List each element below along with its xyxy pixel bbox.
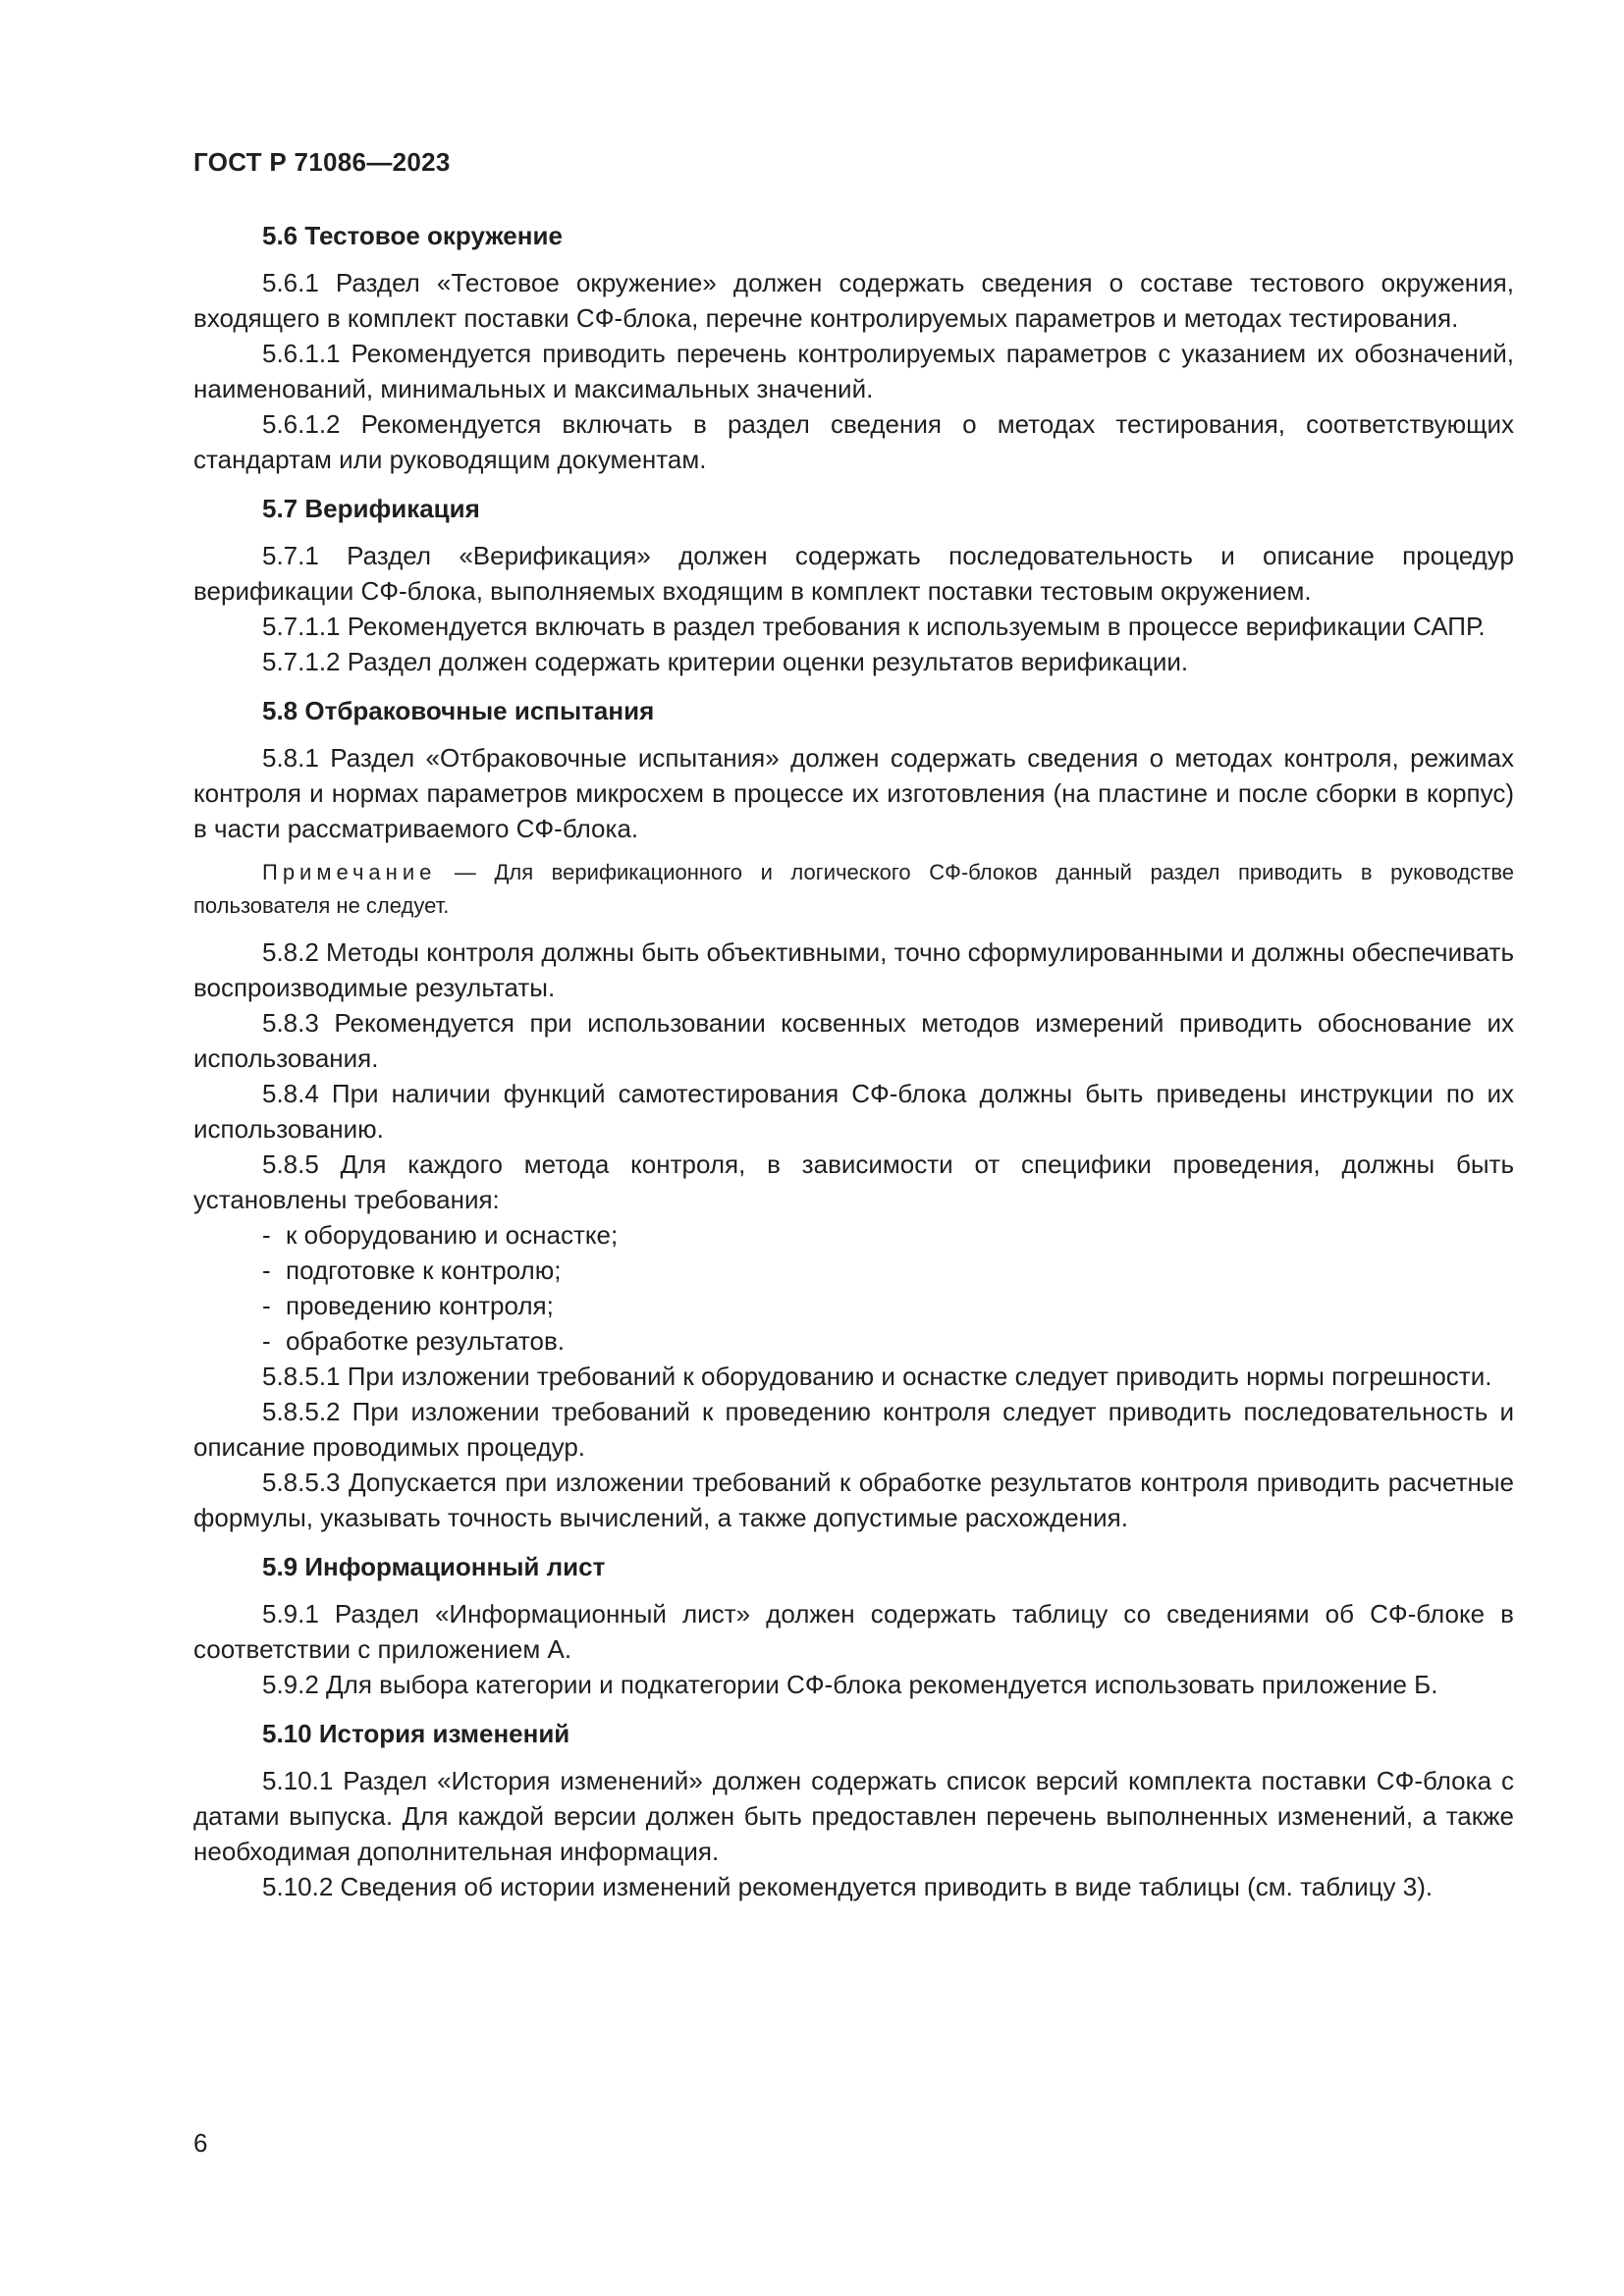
list-item: - обработке результатов. <box>193 1323 1514 1359</box>
paragraph: 5.8.5.1 При изложении требований к оборудованию и оснастке следует приводить нормы погрешности. <box>262 1362 1492 1391</box>
paragraph: 5.6.1 Раздел «Тестовое окружение» должен содержать сведения о составе тестового окружения, входящего в комплект поставки СФ-блока, перечне контролируемых параметров и методах тестирования. <box>193 268 1514 333</box>
list-item: - проведению контроля; <box>193 1288 1514 1323</box>
note <box>193 856 1514 923</box>
section-heading-5-6: 5.6 Тестовое окружение <box>262 221 563 250</box>
requirements-list <box>193 1217 1514 1359</box>
paragraph: 5.8.2 Методы контроля должны быть объективными, точно сформулированными и должны обеспечивать воспроизводимые результаты. <box>193 937 1514 1002</box>
note-text: — Для верификационного и логического СФ-блоков данный раздел приводить в руководстве пользователя не следует. <box>193 860 1514 918</box>
paragraph: 5.9.2 Для выбора категории и подкатегории СФ-блока рекомендуется использовать приложение Б. <box>262 1670 1438 1699</box>
section-heading-5-8: 5.8 Отбраковочные испытания <box>262 696 655 725</box>
paragraph: 5.8.5 Для каждого метода контроля, в зависимости от специфики проведения, должны быть установлены требования: <box>193 1149 1514 1214</box>
paragraph: 5.8.4 При наличии функций самотестирования СФ-блока должны быть приведены инструкции по их использованию. <box>193 1079 1514 1144</box>
standard-number: ГОСТ Р 71086—2023 <box>193 147 451 177</box>
paragraph: 5.9.1 Раздел «Информационный лист» должен содержать таблицу со сведениями об СФ-блоке в соответствии с приложением А. <box>193 1599 1514 1664</box>
document-body <box>193 218 1514 1904</box>
page-number: 6 <box>193 2128 208 2158</box>
section-heading-5-9: 5.9 Информационный лист <box>262 1552 606 1581</box>
paragraph: 5.7.1.1 Рекомендуется включать в раздел требования к используемым в процессе верификации САПР. <box>262 612 1486 641</box>
section-heading-5-10: 5.10 История изменений <box>262 1719 570 1748</box>
paragraph: 5.10.2 Сведения об истории изменений рекомендуется приводить в виде таблицы (см. таблицу 3). <box>262 1872 1434 1901</box>
section-heading-5-7: 5.7 Верификация <box>262 494 480 523</box>
paragraph: 5.8.1 Раздел «Отбраковочные испытания» должен содержать сведения о методах контроля, режимах контроля и нормах параметров микросхем в процессе их изготовления (на пластине и после сборки в корпус) в части рассматриваемого СФ-блока. <box>193 743 1514 843</box>
list-dash: - <box>262 1291 271 1320</box>
paragraph: 5.6.1.2 Рекомендуется включать в раздел сведения о методах тестирования, соответствующих стандартам или руководящим документам. <box>193 409 1514 474</box>
paragraph: 5.10.1 Раздел «История изменений» должен содержать список версий комплекта поставки СФ-блока с датами выпуска. Для каждой версии должен быть предоставлен перечень выполненных изменений, а также необходимая дополнительная информация. <box>193 1766 1514 1866</box>
list-item: - подготовке к контролю; <box>193 1253 1514 1288</box>
note-label: Примечание <box>262 860 437 884</box>
list-item: - к оборудованию и оснастке; <box>193 1217 1514 1253</box>
list-dash: - <box>262 1255 271 1285</box>
list-dash: - <box>262 1326 271 1356</box>
paragraph: 5.8.5.2 При изложении требований к проведению контроля следует приводить последовательность и описание проводимых процедур. <box>193 1397 1514 1462</box>
paragraph: 5.7.1 Раздел «Верификация» должен содержать последовательность и описание процедур верификации СФ-блока, выполняемых входящим в комплект поставки тестовым окружением. <box>193 541 1514 606</box>
list-dash: - <box>262 1220 271 1250</box>
paragraph: 5.8.5.3 Допускается при изложении требований к обработке результатов контроля приводить расчетные формулы, указывать точность вычислений, а также допустимые расхождения. <box>193 1468 1514 1532</box>
paragraph: 5.8.3 Рекомендуется при использовании косвенных методов измерений приводить обоснование их использования. <box>193 1008 1514 1073</box>
paragraph: 5.7.1.2 Раздел должен содержать критерии оценки результатов верификации. <box>262 647 1189 676</box>
paragraph: 5.6.1.1 Рекомендуется приводить перечень контролируемых параметров с указанием их обозначений, наименований, минимальных и максимальных значений. <box>193 339 1514 403</box>
